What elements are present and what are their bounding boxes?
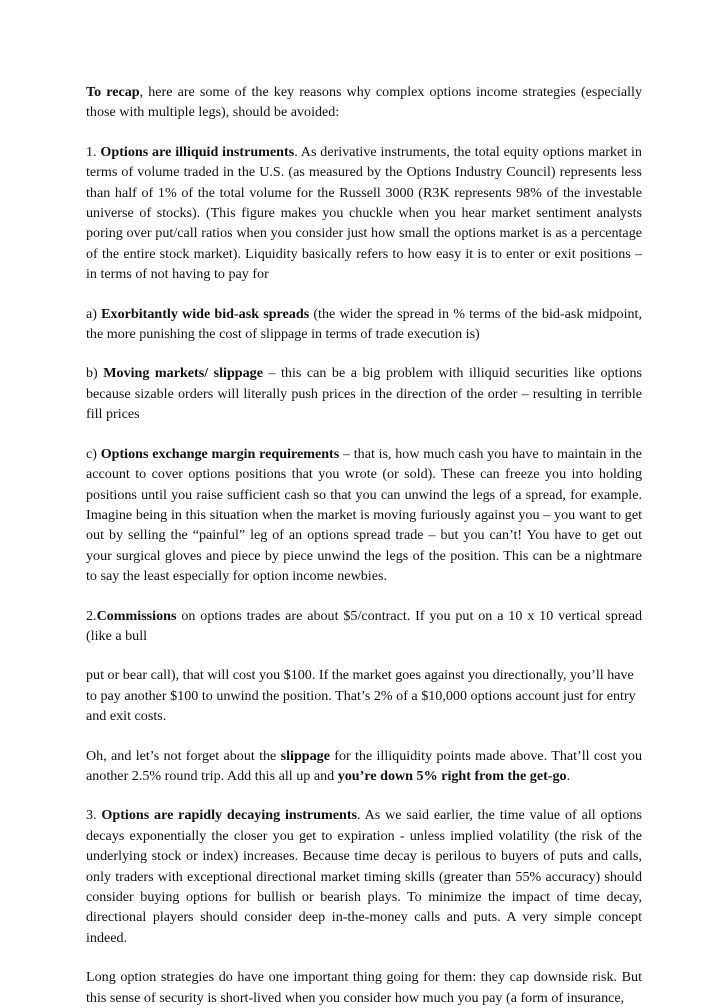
slippage-mid: for the illiquidity points made above. That’ll cost you another 2.5% round trip. Add this all up and bbox=[86, 747, 642, 784]
sub-b-paragraph bbox=[86, 363, 642, 424]
sub-b-heading: Moving markets/ slippage bbox=[103, 365, 263, 382]
point-2-paragraph bbox=[86, 606, 642, 647]
slippage-bold-2: you’re down 5% right from the get-go bbox=[337, 767, 567, 784]
sub-c-heading: Options exchange margin requirements bbox=[100, 445, 340, 462]
slippage-pre: Oh, and let’s not forget about the bbox=[86, 747, 281, 764]
sub-a-paragraph bbox=[86, 304, 642, 345]
point-1-heading: Options are illiquid instruments bbox=[100, 143, 295, 160]
recap-bold: To recap bbox=[86, 84, 140, 100]
point-3-number: 3. bbox=[86, 807, 102, 824]
sub-a-text: (the wider the spread in % terms of the bid-ask midpoint, the more punishing the cost of slippage in terms of trade execution is) bbox=[86, 305, 642, 343]
sub-c-text: – that is, how much cash you have to maintain in the account to cover options positions that you wrote (or sold). These can freeze you into holding positions until you raise sufficient cash so that you can unwind the legs of a spread, for example. Imagine being in this situation when the market is moving furiously against you – you want to get out by selling the “painful” leg of an options spread trade – but you can’t! You have to get out your surgical gloves and piece by piece unwind the legs of the position. This can be a nightmare to say the least especially for option income newbies. bbox=[86, 445, 642, 585]
point-1-text: . As derivative instruments, the total equity options market in terms of volume traded in the U.S. (as measured by the Options Industry Council) represents less than half of 1% of the total volume for the Russell 3000 (R3K represents 98% of the investable universe of stocks). (This figure makes you chuckle when you hear market sentiment analysts poring over put/call ratios when you consider just how small the options market is as a percentage of the entire stock market). Liquidity basically refers to how easy it is to enter or exit positions – in terms of not having to pay for bbox=[86, 143, 642, 283]
sub-a-heading: Exorbitantly wide bid-ask spreads bbox=[101, 305, 310, 322]
recap-text: , here are some of the key reasons why complex options income strategies (especially those with multiple legs), should be avoided: bbox=[86, 84, 642, 121]
point-2-text: on options trades are about $5/contract. If you put on a 10 x 10 vertical spread (like a bull bbox=[86, 607, 642, 644]
point-1-paragraph bbox=[86, 142, 642, 285]
recap-paragraph bbox=[86, 82, 642, 123]
point-2-heading: Commissions bbox=[96, 607, 177, 624]
long-option-text: Long option strategies do have one important thing going for them: they cap downside risk. But this sense of security is short-lived when you consider how much you pay (a form of insurance, bbox=[86, 969, 642, 1006]
slippage-bold: slippage bbox=[280, 747, 330, 764]
sub-b-letter: b) bbox=[86, 365, 104, 382]
sub-a-letter: a) bbox=[86, 305, 102, 322]
point-3-paragraph bbox=[86, 805, 642, 948]
point-1-number: 1. bbox=[86, 143, 101, 160]
sub-c-letter: c) bbox=[86, 445, 101, 462]
point-2-continuation-text: put or bear call), that will cost you $100. If the market goes against you directionally, you’ll have to pay another $100 to unwind the position. That’s 2% of a $10,000 options account just for entry and exit costs. bbox=[86, 667, 636, 725]
point-3-heading: Options are rapidly decaying instruments bbox=[101, 807, 357, 824]
sub-c-paragraph bbox=[86, 444, 642, 587]
point-3-text: . As we said earlier, the time value of all options decays exponentially the closer you get to expiration - unless implied volatility (the risk of the underlying stock or index) increases. Because time decay is perilous to buyers of puts and calls, only traders with exceptional directional market timing skills (greater than 55% accuracy) should consider buying options for bullish or bearish plays. To minimize the impact of time decay, directional players should consider deep in-the-money calls and puts. A very simple concept indeed. bbox=[86, 807, 642, 946]
long-option-paragraph bbox=[86, 967, 642, 1008]
sub-b-text: – this can be a big problem with illiquid securities like options because sizable orders will literally push prices in the direction of the order – resulting in terrible fill prices bbox=[86, 365, 642, 423]
point-2-continuation bbox=[86, 665, 642, 726]
slippage-post: . bbox=[566, 767, 571, 784]
point-2-number: 2. bbox=[86, 607, 97, 624]
slippage-paragraph bbox=[86, 746, 642, 787]
